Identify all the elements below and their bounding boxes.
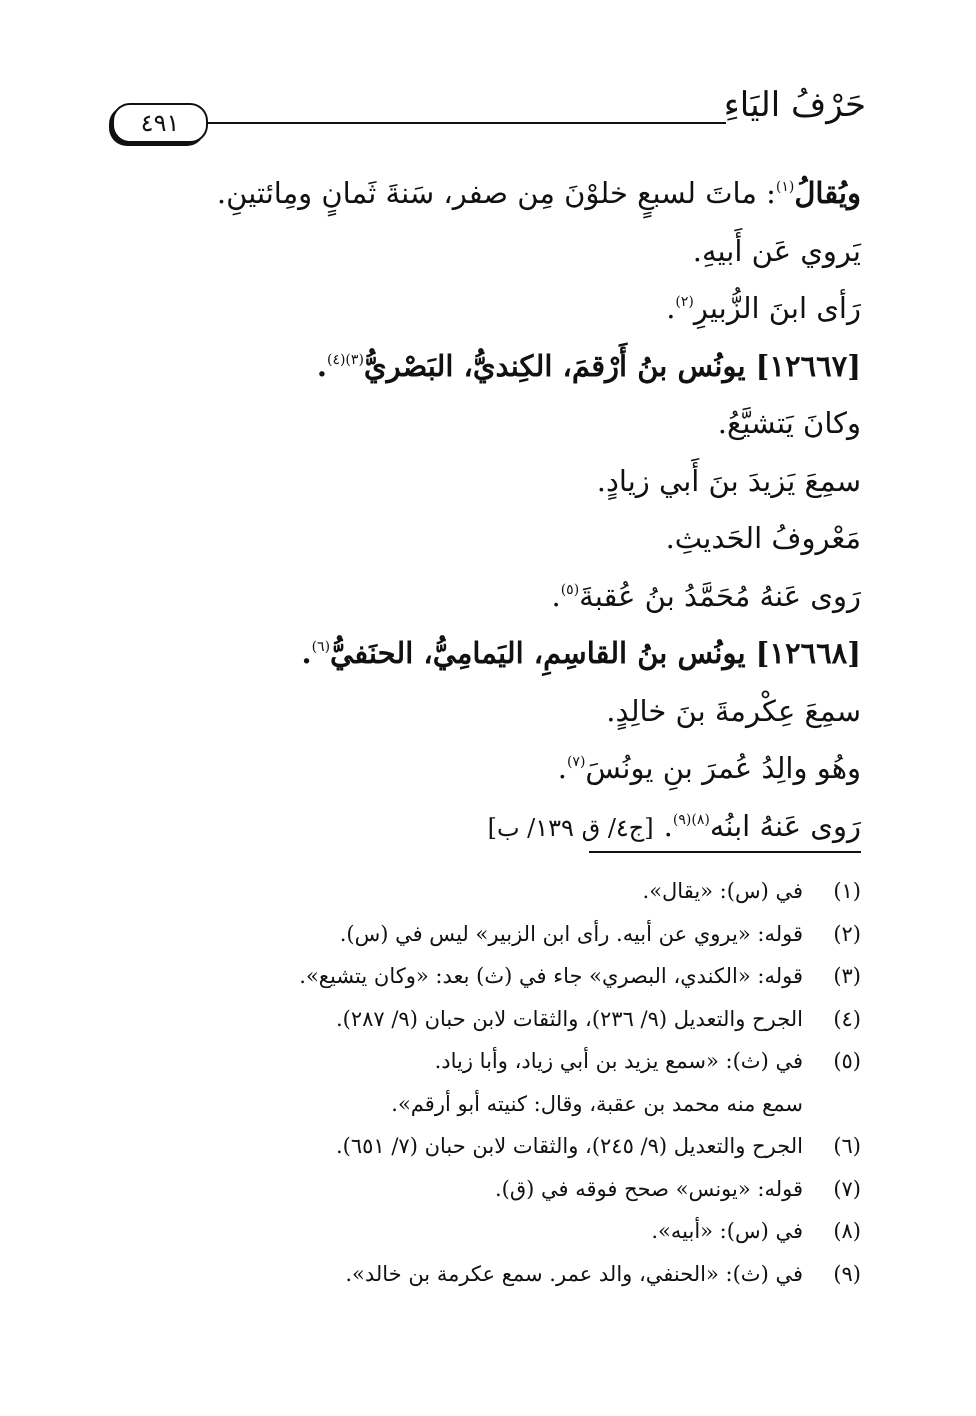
footnote <box>116 1040 861 1083</box>
line-end: . <box>551 578 561 613</box>
footnote-number: (٩) <box>833 1261 861 1286</box>
line-end: . <box>301 636 312 670</box>
line-end: . <box>316 348 327 383</box>
line-text: سمِعَ يَزيدَ بنَ أَبي زيادٍ. <box>596 463 861 498</box>
line-lead-word: ويُقالُ <box>794 176 861 210</box>
footnote-number: (٧) <box>833 1176 861 1201</box>
footnote-number: (٤) <box>833 1006 861 1031</box>
footnote-ref: (١) <box>775 179 795 195</box>
line-end: . <box>666 291 676 325</box>
entry-title: [١٢٦٦٧] يونُس بنُ أَرْقمَ، الكِنديُّ، البَصْريُّ <box>363 348 861 383</box>
footnote-text: في (ث): «سمع يزيد بن أبي زياد، وأبا زياد. <box>434 1049 803 1073</box>
footnote-continuation: سمع منه محمد بن عقبة، وقال: كنيته أبو أرقم». <box>391 1091 803 1116</box>
footnote-ref: (٦) <box>311 639 331 655</box>
text-line <box>116 683 861 741</box>
footnote <box>116 998 861 1041</box>
footnote-number: (٦) <box>833 1134 861 1158</box>
line-text: وهُو والِدُ عُمرَ بنِ يونُسَ <box>585 751 861 785</box>
line-text: : ماتَ لسبعٍ خلوْنَ مِن صفر، سَنةَ ثَمانٍ ومِائتينِ. <box>216 176 776 210</box>
footnote-text: قوله: «يونس» صحح فوقه في (ق). <box>494 1176 803 1201</box>
footnote <box>116 1210 861 1253</box>
footnote-number: (٢) <box>833 921 861 946</box>
text-line <box>116 165 861 223</box>
text-line <box>116 740 861 798</box>
line-text: يَروي عَن أَبيهِ. <box>692 233 861 268</box>
footnote-text: قوله: «الكندي، البصري» جاء في (ث) بعد: «وكان يتشيع». <box>299 964 803 988</box>
footnotes <box>116 870 861 1295</box>
footnote-text: قوله: «يروي عن أبيه. رأى ابن الزبير» ليس في (س). <box>339 921 803 946</box>
text-line <box>116 510 861 568</box>
line-text: مَعْروفُ الحَديثِ. <box>665 521 861 555</box>
line-text: رَوى عَنهُ مُحَمَّدُ بنُ عُقبةَ <box>579 578 861 613</box>
line-text: سمِعَ عِكْرمةَ بنَ خالِدٍ. <box>606 693 861 728</box>
footnote-separator <box>589 851 861 853</box>
footnote <box>116 1125 861 1168</box>
footnote <box>116 870 861 913</box>
footnote-text: الجرح والتعديل (٩/ ٢٣٦)، والثقات لابن حبان (٩/ ٢٨٧). <box>335 1006 803 1031</box>
footnote-text: في (س): «يقال». <box>642 879 803 903</box>
page-number-badge <box>112 103 208 143</box>
header-rule <box>200 122 726 124</box>
page-number: ٤٩١ <box>140 109 180 137</box>
entry-title: [١٢٦٦٨] يونُس بنُ القاسِمِ، اليَمامِيُّ، الحنَفيُّ <box>330 636 861 670</box>
footnote-ref: (٣)(٤) <box>326 351 364 368</box>
text-line <box>116 223 861 281</box>
text-line <box>116 798 861 856</box>
entry-heading <box>116 625 861 683</box>
entry-heading <box>116 338 861 396</box>
text-line <box>116 280 861 338</box>
footnote-number: (٣) <box>833 964 861 988</box>
footnote-text: في (ث): «الحنفي، والد عمر. سمع عكرمة بن خالد». <box>345 1261 803 1286</box>
text-line <box>116 395 861 453</box>
footnote <box>116 1253 861 1296</box>
footnote-number: (٨) <box>833 1219 861 1243</box>
footnote-text: في (س): «أبيه». <box>651 1219 803 1243</box>
footnote <box>116 955 861 998</box>
footnote-ref: (٧) <box>566 754 586 770</box>
line-text: رَوى عَنهُ ابنُه <box>709 808 861 843</box>
running-header-title: حَرْفُ اليَاءِ <box>723 85 866 125</box>
line-end: . <box>557 751 567 785</box>
line-end: . <box>663 808 673 843</box>
main-text <box>116 165 861 855</box>
footnote-text: الجرح والتعديل (٩/ ٢٤٥)، والثقات لابن حبان (٧/ ٦٥١). <box>335 1134 803 1158</box>
manuscript-folio-marker: [ج٤/ ق ١٣٩/ ب] <box>487 813 654 842</box>
footnote <box>116 913 861 956</box>
line-text: رَأى ابنَ الزُّبيرِ <box>693 291 861 325</box>
text-line <box>116 568 861 626</box>
footnote-ref: (٨)(٩) <box>672 811 710 828</box>
footnote <box>116 1168 861 1211</box>
footnote-ref: (٢) <box>675 294 694 310</box>
line-text: وكانَ يَتشيَّعُ. <box>717 406 861 440</box>
footnote-ref: (٥) <box>560 581 580 598</box>
footnote-number: (٥) <box>833 1049 861 1073</box>
footnote-number: (١) <box>833 879 861 903</box>
text-line <box>116 453 861 511</box>
